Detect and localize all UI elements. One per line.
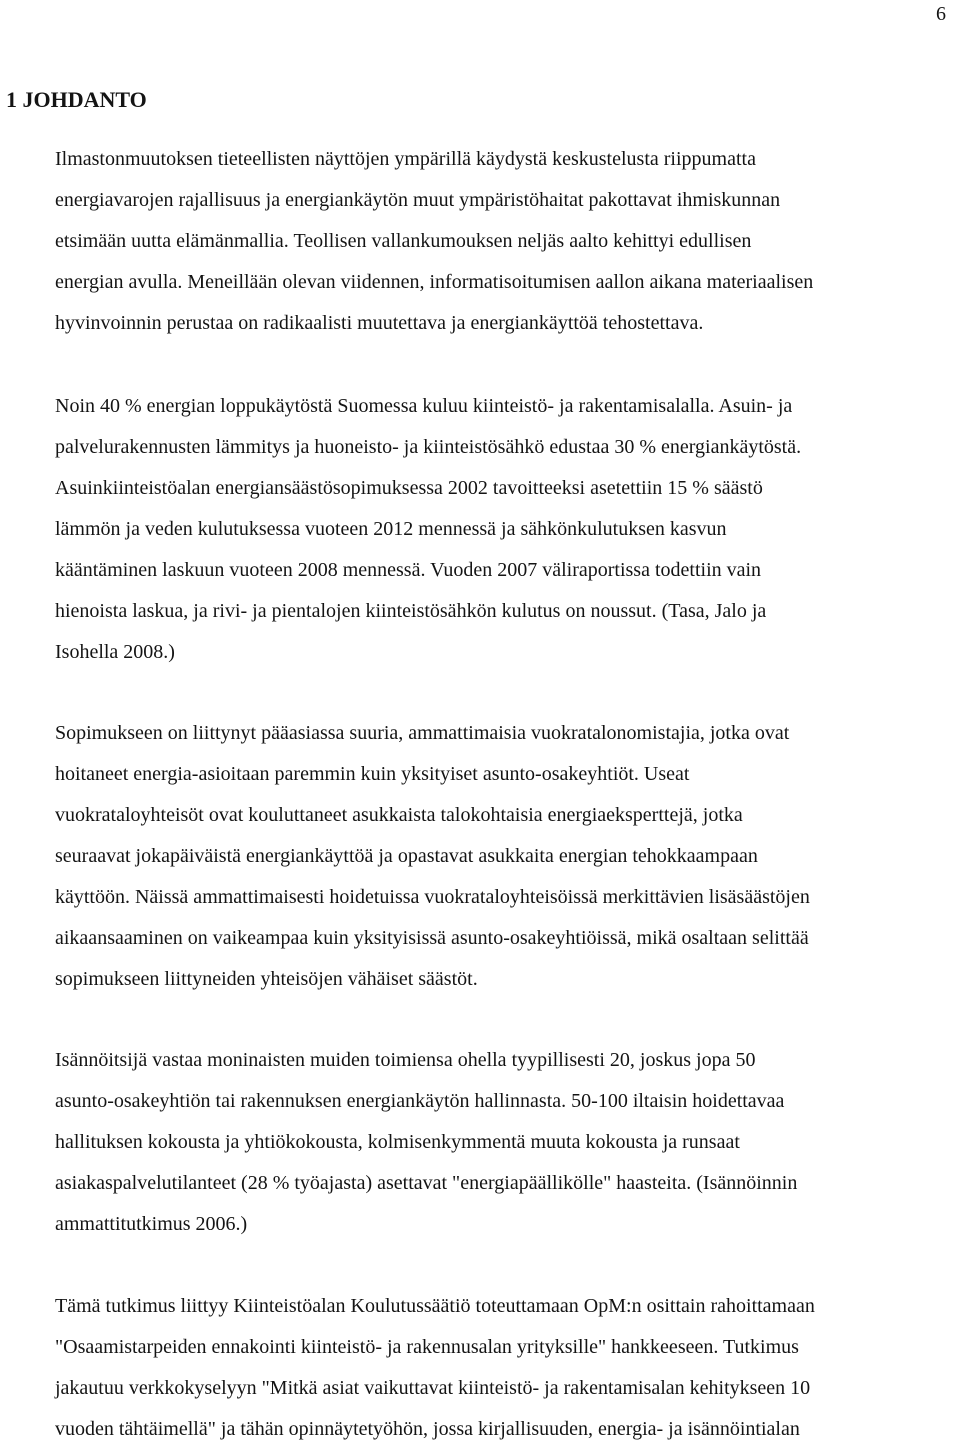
text-line: vuokrataloyhteisöt ovat kouluttaneet asukkaista talokohtaisia energiaeksperttejä, jotka — [55, 804, 743, 826]
text-line: energian avulla. Meneillään olevan viidennen, informatisoitumisen aallon aikana materiaalisen — [55, 271, 814, 293]
section-heading: 1 JOHDANTO — [6, 87, 147, 112]
text-line: seuraavat jokapäiväistä energiankäyttöä ja opastavat asukkaita energian tehokkaampaan — [55, 845, 758, 867]
text-line: Isännöitsijä vastaa moninaisten muiden toimiensa ohella tyypillisesti 20, joskus jopa 50 — [55, 1049, 756, 1071]
text-line: Sopimukseen on liittynyt pääasiassa suuria, ammattimaisia vuokratalonomistajia, jotka ovat — [55, 722, 790, 744]
text-line: palvelurakennusten lämmitys ja huoneisto- ja kiinteistösähkö edustaa 30 % energiankäytöstä. — [55, 436, 802, 458]
text-line: Ilmastonmuutoksen tieteellisten näyttöjen ympärillä käydystä keskustelusta riippumatta — [55, 148, 756, 170]
text-line: lämmön ja veden kulutuksessa vuoteen 2012 mennessä ja sähkönkulutuksen kasvun — [55, 518, 727, 540]
text-line: hallituksen kokousta ja yhtiökokousta, kolmisenkymmentä muuta kokousta ja runsaat — [55, 1131, 740, 1153]
text-line: Noin 40 % energian loppukäytöstä Suomessa kuluu kiinteistö- ja rakentamisalalla. Asuin- ja — [55, 395, 793, 417]
text-line: Isohella 2008.) — [55, 641, 175, 663]
text-line: kääntäminen laskuun vuoteen 2008 mennessä. Vuoden 2007 väliraportissa todettiin vain — [55, 559, 762, 581]
page-number: 6 — [936, 3, 946, 25]
text-line: Asuinkiinteistöalan energiansäästösopimuksessa 2002 tavoitteeksi asetettiin 15 % säästö — [55, 477, 763, 499]
text-line: jakautuu verkkokyselyyn "Mitkä asiat vaikuttavat kiinteistö- ja rakentamisalan kehitykseen 10 — [55, 1377, 811, 1399]
text-line: asiakaspalvelutilanteet (28 % työajasta) asettavat "energiapäällikölle" haasteita. (Isännöinnin — [55, 1172, 798, 1194]
text-line: käyttöön. Näissä ammattimaisesti hoidetuissa vuokrataloyhteisöissä merkittävien lisäsäästöjen — [55, 886, 810, 908]
text-line: hienoista laskua, ja rivi- ja pientalojen kiinteistösähkön kulutus on noussut. (Tasa, Jalo ja — [55, 600, 767, 622]
text-line: asunto-osakeyhtiön tai rakennuksen energiankäytön hallinnasta. 50-100 iltaisin hoidettavaa — [55, 1090, 785, 1112]
text-line: hyvinvoinnin perustaa on radikaalisti muutettava ja energiankäyttöä tehostettava. — [55, 312, 704, 334]
text-line: Tämä tutkimus liittyy Kiinteistöalan Koulutussäätiö toteuttamaan OpM:n osittain rahoittamaan — [55, 1295, 815, 1317]
text-line: energiavarojen rajallisuus ja energiankäytön muut ympäristöhaitat pakottavat ihmiskunnan — [55, 189, 781, 211]
text-line: aikaansaaminen on vaikeampaa kuin yksityisissä asunto-osakeyhtiöissä, mikä osaltaan selittää — [55, 927, 809, 949]
text-line: hoitaneet energia-asioitaan paremmin kuin yksityiset asunto-osakeyhtiöt. Useat — [55, 763, 690, 785]
text-line: sopimukseen liittyneiden yhteisöjen vähäiset säästöt. — [55, 968, 478, 990]
text-line: vuoden tähtäimellä" ja tähän opinnäytetyöhön, jossa kirjallisuuden, energia- ja isännöintialan — [55, 1418, 800, 1440]
text-line: ammattitutkimus 2006.) — [55, 1213, 248, 1235]
text-line: etsimään uutta elämänmallia. Teollisen vallankumouksen neljäs aalto kehittyi edullisen — [55, 230, 752, 252]
text-line: "Osaamistarpeiden ennakointi kiinteistö- ja rakennusalan yrityksille" hankkeeseen. Tutkimus — [55, 1336, 799, 1358]
